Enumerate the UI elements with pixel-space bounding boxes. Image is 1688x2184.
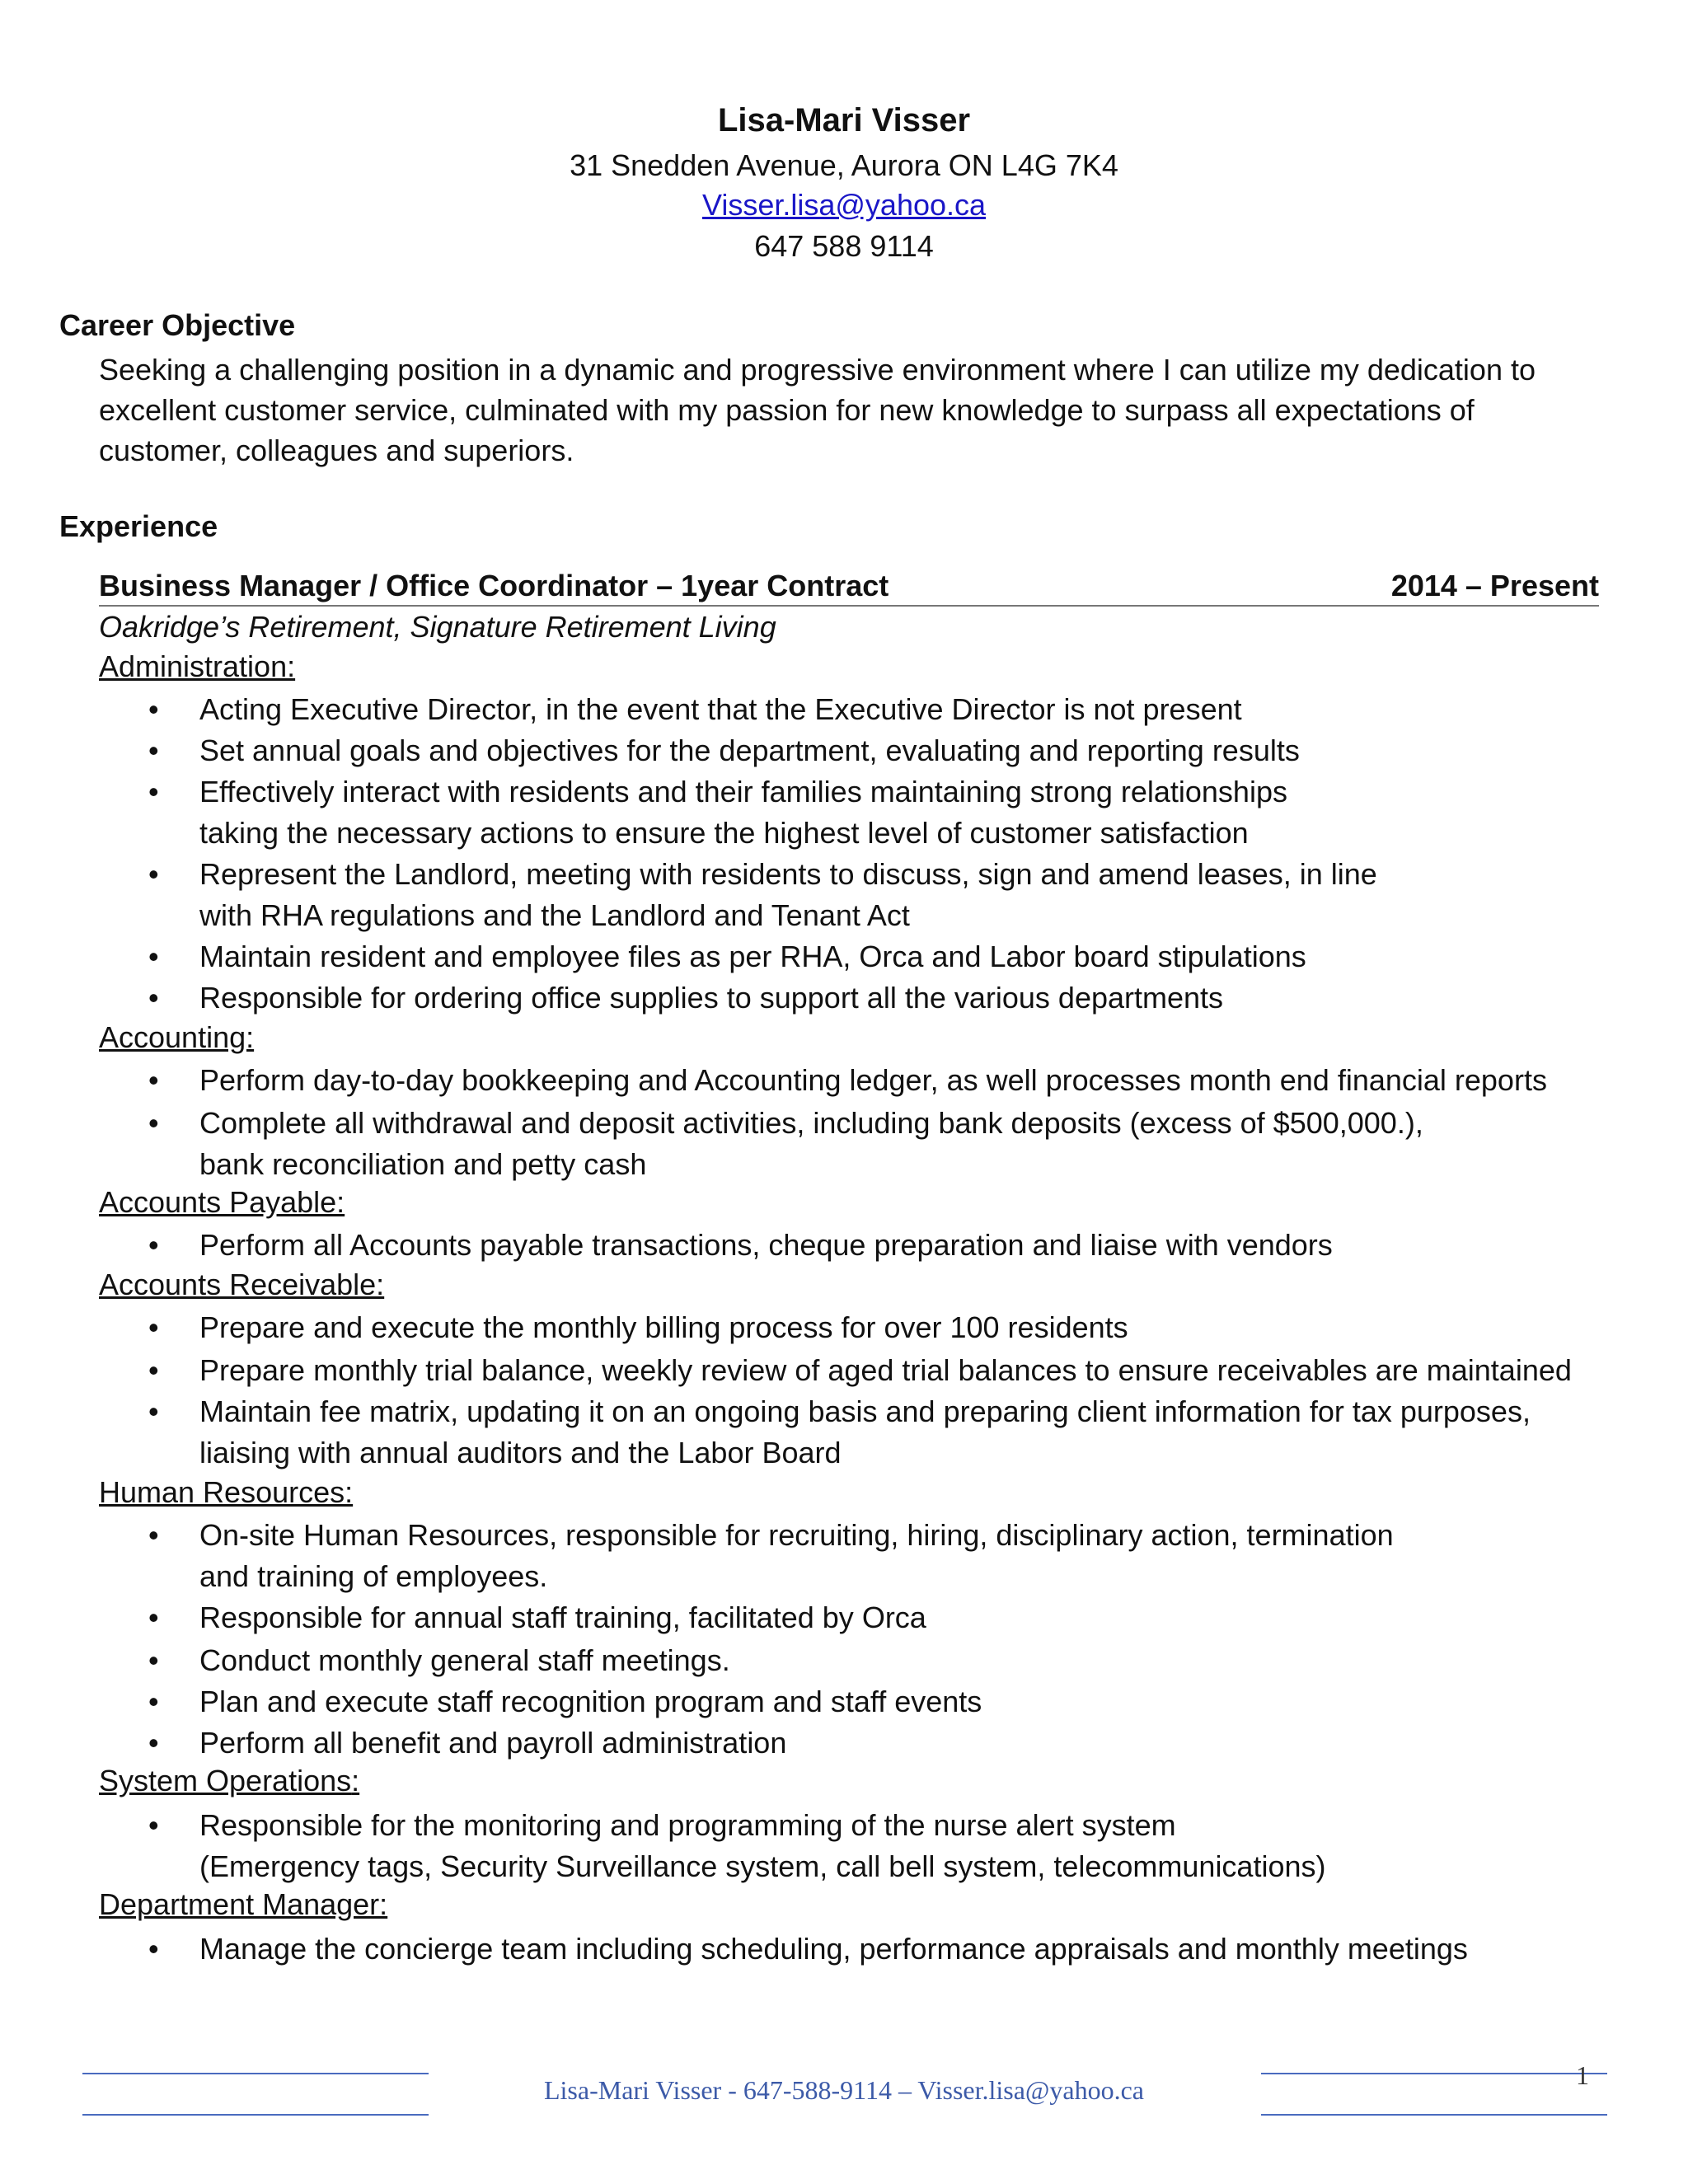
category-human-resources: Human Resources:: [99, 1475, 354, 1509]
bullet-marker: •: [148, 857, 159, 891]
bullet-marker: •: [148, 1063, 159, 1097]
career-objective-heading: Career Objective: [59, 308, 296, 342]
bullet-marker: •: [148, 1685, 159, 1718]
category-system-operations: [99, 1764, 359, 1798]
bullet-marker: •: [148, 1353, 159, 1387]
phone-number: 647 588 9114: [754, 229, 934, 263]
career-objective-text: [99, 349, 1582, 471]
bullet-text: with RHA regulations and the Landlord and Tenant Act: [199, 898, 910, 932]
job-title: Business Manager / Office Coordinator – 1year Contract: [99, 569, 889, 602]
bullet-text: On-site Human Resources, responsible for recruiting, hiring, disciplinary action, termination: [199, 1518, 1394, 1552]
bullet-text: Prepare and execute the monthly billing process for over 100 residents: [199, 1310, 1128, 1344]
footer-contact: Lisa-Mari Visser - 647-588-9114 – Visser.lisa@yahoo.ca: [543, 2075, 1144, 2105]
bullet-text: Perform all benefit and payroll administration: [199, 1726, 787, 1760]
job-title-row: [99, 569, 1599, 607]
bullet-marker: •: [148, 775, 159, 808]
bullet-text: Complete all withdrawal and deposit activities, including bank deposits (excess of $500,000.),: [199, 1106, 1423, 1140]
bullet-text: Maintain resident and employee files as per RHA, Orca and Labor board stipulations: [199, 940, 1306, 973]
bullet-marker: •: [148, 733, 159, 767]
bullet-text: liaising with annual auditors and the Labor Board: [199, 1436, 842, 1469]
bullet-text: Perform all Accounts payable transactions, cheque preparation and liaise with vendors: [199, 1228, 1333, 1262]
bullet-text: Represent the Landlord, meeting with residents to discuss, sign and amend leases, in line: [199, 857, 1377, 891]
bullet-marker: •: [148, 1932, 159, 1966]
category-title: System Operations: [99, 1764, 352, 1797]
footer-rule-left-top: [82, 2073, 429, 2074]
category-colon: :: [351, 1764, 360, 1797]
bullet-text: Acting Executive Director, in the event that the Executive Director is not present: [199, 692, 1242, 726]
bullet-marker: •: [148, 1601, 159, 1634]
footer-rule-right-bottom: [1261, 2114, 1607, 2116]
bullet-marker: •: [148, 981, 159, 1015]
page-number: 1: [1576, 2060, 1589, 2090]
bullet-marker: •: [148, 1643, 159, 1677]
bullet-marker: •: [148, 1394, 159, 1428]
bullet-text: Set annual goals and objectives for the department, evaluating and reporting results: [199, 733, 1300, 767]
category-department-manager: Department Manager:: [99, 1887, 388, 1921]
bullet-text: and training of employees.: [199, 1559, 548, 1593]
bullet-text: Maintain fee matrix, updating it on an ongoing basis and preparing client information for tax purposes,: [199, 1394, 1531, 1428]
email-link[interactable]: Visser.lisa@yahoo.ca: [701, 188, 987, 222]
company-name: Oakridge’s Retirement, Signature Retirement Living: [99, 610, 776, 644]
bullet-text: Responsible for ordering office supplies to support all the various departments: [199, 981, 1224, 1015]
objective-line: excellent customer service, culminated with my passion for new knowledge to surpass all expectations of: [99, 393, 1475, 427]
bullet-marker: •: [148, 1726, 159, 1760]
bullet-text: Responsible for the monitoring and programming of the nurse alert system: [199, 1808, 1176, 1842]
job-dates: 2014 – Present: [1390, 569, 1599, 602]
category-accounts-payable: Accounts Payable:: [99, 1185, 345, 1219]
bullet-marker: •: [148, 1808, 159, 1842]
bullet-marker: •: [148, 692, 159, 726]
bullet-text: taking the necessary actions to ensure the highest level of customer satisfaction: [199, 816, 1249, 850]
bullet-text: Conduct monthly general staff meetings.: [199, 1643, 730, 1677]
applicant-name: Lisa-Mari Visser: [717, 102, 971, 138]
category-administration: Administration:: [99, 649, 296, 683]
bullet-text: (Emergency tags, Security Surveillance system, call bell system, telecommunications): [199, 1849, 1326, 1883]
bullet-marker: •: [148, 1310, 159, 1344]
bullet-text: Responsible for annual staff training, facilitated by Orca: [199, 1601, 926, 1634]
experience-heading: Experience: [59, 509, 218, 543]
bullet-text: Effectively interact with residents and their families maintaining strong relationships: [199, 775, 1287, 808]
bullet-text: Manage the concierge team including scheduling, performance appraisals and monthly meetings: [199, 1932, 1468, 1966]
bullet-marker: •: [148, 1518, 159, 1552]
category-accounting: Accounting:: [99, 1020, 255, 1054]
footer-rule-right-top: [1261, 2073, 1607, 2074]
bullet-text: Prepare monthly trial balance, weekly review of aged trial balances to ensure receivables are maintained: [199, 1353, 1572, 1387]
bullet-marker: •: [148, 1228, 159, 1262]
footer-rule-left-bottom: [82, 2114, 429, 2116]
bullet-text: Perform day-to-day bookkeeping and Accounting ledger, as well processes month end financial reports: [199, 1063, 1547, 1097]
objective-line: Seeking a challenging position in a dynamic and progressive environment where I can utilize my dedication to: [99, 353, 1536, 387]
category-accounts-receivable: Accounts Receivable:: [99, 1268, 385, 1301]
bullet-marker: •: [148, 940, 159, 973]
bullet-text: Plan and execute staff recognition program and staff events: [199, 1685, 982, 1718]
bullet-marker: •: [148, 1106, 159, 1140]
address: 31 Snedden Avenue, Aurora ON L4G 7K4: [570, 148, 1118, 182]
bullet-text: bank reconciliation and petty cash: [199, 1147, 647, 1181]
objective-line: customer, colleagues and superiors.: [99, 434, 574, 467]
